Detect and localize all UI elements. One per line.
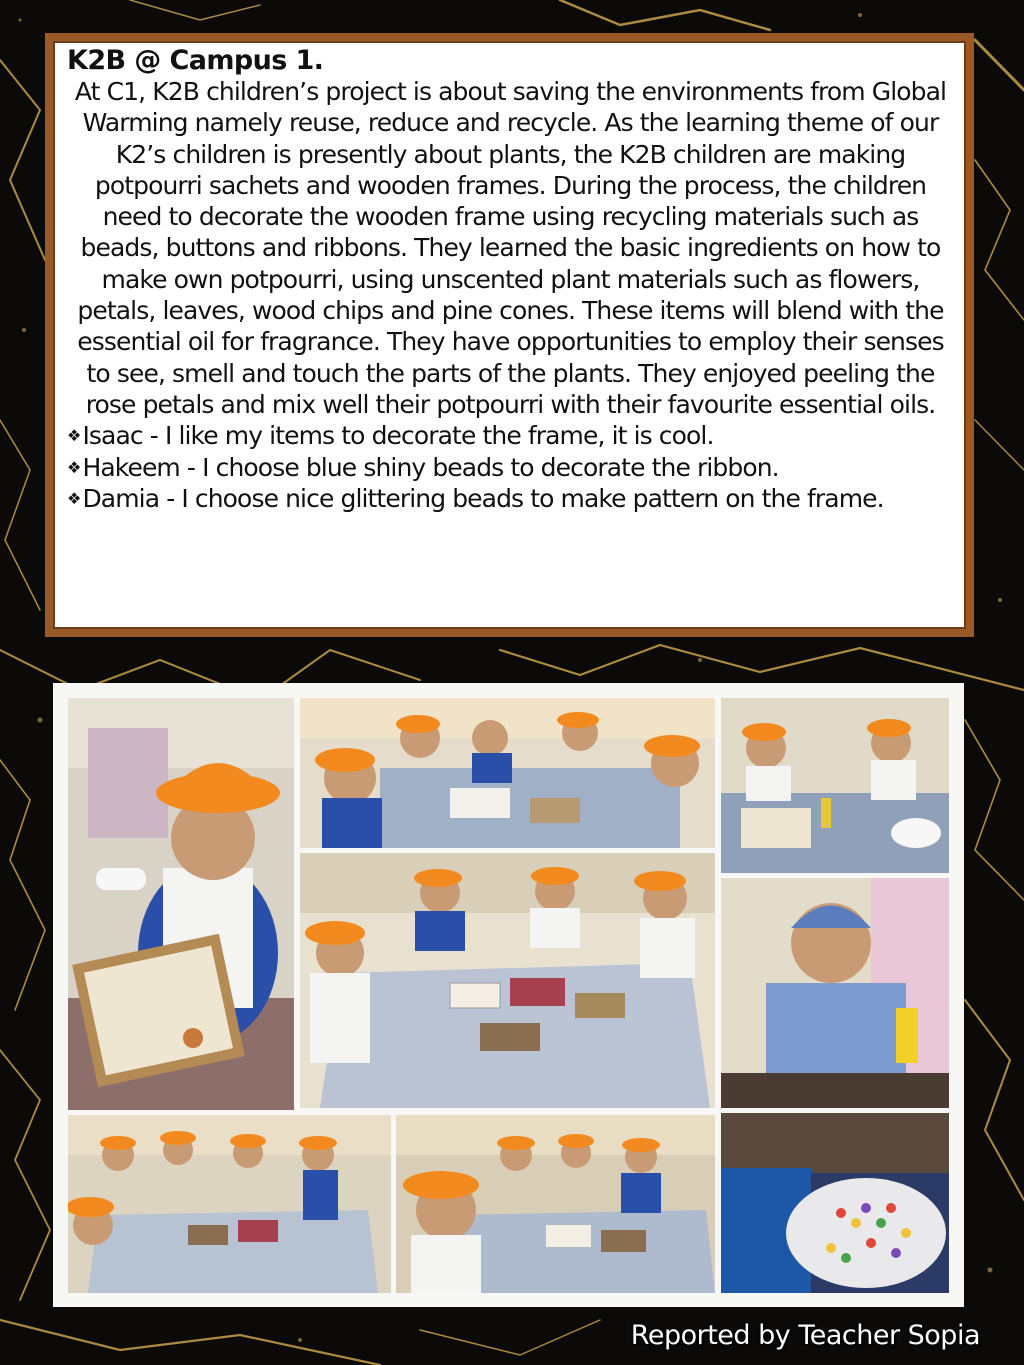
reporter-credit: Reported by Teacher Sopia: [630, 1320, 980, 1351]
photo-group-bottom-middle: [396, 1115, 715, 1293]
report-body: At C1, K2B children’s project is about saving the environments from Global Warming namely reuse, reduce and recycle. As the learning theme of our K2’s children is presently about plants, the K2B children are making potpourri sachets and wooden frames. During the process, the children need to decorate the wooden frame using recycling materials such as beads, buttons and ribbons. They learned the basic ingredients on how to make own potpourri, using unscented plant materials such as flowers, petals, leaves, wood chips and pine cones. These items will blend with the essential oil for fragrance. They have opportunities to employ their senses to see, smell and touch the parts of the plants. They enjoyed peeling the rose petals and mix well their potpourri with their favourite essential oils.: [74, 77, 947, 419]
photo-two-children-crafting: [721, 698, 949, 873]
quote-text: Damia - I choose nice glittering beads to make pattern on the frame.: [82, 484, 884, 514]
photo-group-bottom-left: [68, 1115, 391, 1293]
photo-beads-bowl: [721, 1113, 949, 1293]
report-heading: K2B @ Campus 1.: [67, 45, 324, 76]
quote-item: [67, 420, 954, 452]
photo-collage: [53, 683, 964, 1307]
quote-item: [67, 483, 954, 515]
quote-text: Isaac - I like my items to decorate the frame, it is cool.: [82, 421, 714, 451]
photo-group-potpourri: [300, 853, 715, 1108]
photo-children-table-top: [300, 698, 715, 848]
diamond-bullet-icon: ❖: [67, 426, 81, 446]
photo-boy-blue-cap: [721, 878, 949, 1108]
photo-boy-with-frame: [68, 698, 294, 1110]
children-quotes: [67, 420, 954, 515]
diamond-bullet-icon: ❖: [67, 489, 81, 509]
diamond-bullet-icon: ❖: [67, 457, 81, 477]
quote-text: Hakeem - I choose blue shiny beads to decorate the ribbon.: [82, 452, 779, 482]
report-text-panel: [45, 33, 974, 637]
quote-item: [67, 452, 954, 484]
